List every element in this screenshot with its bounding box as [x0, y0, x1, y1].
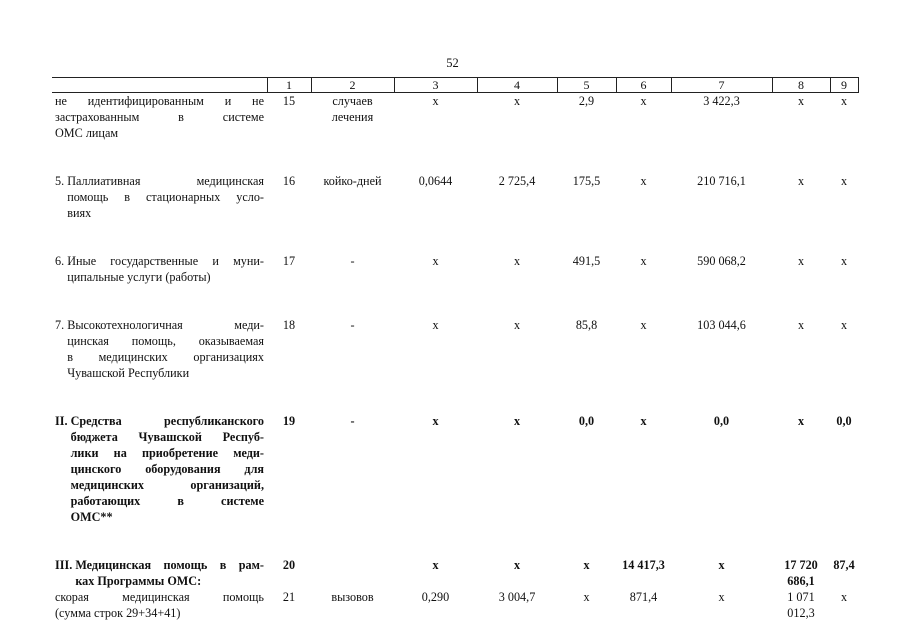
column-number: 5	[557, 78, 616, 93]
column-number: 6	[616, 78, 671, 93]
row-value-cell: x	[640, 414, 647, 428]
row-value-cell: x	[513, 414, 521, 428]
row-value-cell: x	[797, 94, 805, 108]
row-value-cell: 0,0	[578, 414, 595, 428]
row-value-cell	[311, 557, 394, 589]
row-name-text	[67, 173, 264, 221]
row-value-cell: x	[840, 590, 848, 604]
row-value-cell: 87,4	[833, 558, 855, 572]
row-name-line: Средства республиканского	[70, 414, 264, 428]
row-value-cell: 2 725,4	[498, 174, 536, 188]
row-value-cell: x	[640, 174, 647, 188]
row-value-cell: 14 417,3	[622, 558, 665, 572]
row-value-cell: x	[718, 590, 725, 604]
row-value-cell: 3 422,3	[703, 94, 740, 108]
row-value-cell: 871,4	[629, 590, 658, 604]
row-name-line: застрахованным в системе	[55, 110, 264, 124]
row-value-cell: 0,0	[836, 414, 852, 428]
row-name-line: ципальные услуги (работы)	[67, 270, 211, 284]
row-name-text	[67, 253, 264, 285]
table-row	[52, 589, 858, 621]
row-value-cell: x	[797, 318, 805, 332]
table-row	[52, 557, 858, 589]
table-row	[52, 173, 858, 253]
row-value-cell: 17	[282, 254, 296, 268]
row-value-cell: x	[513, 318, 521, 332]
row-value-cell: 16	[282, 174, 296, 188]
row-name-line: (сумма строк 29+34+41)	[55, 606, 181, 620]
row-value-cell: x	[432, 318, 439, 332]
row-name-line: бюджета Чувашской Респуб-	[70, 430, 264, 444]
row-value-cell: вызовов	[331, 590, 374, 604]
row-name-cell	[52, 589, 267, 621]
row-name-line: ках Программы ОМС:	[75, 574, 202, 588]
row-value-cell: x	[840, 254, 848, 268]
table-row	[52, 93, 858, 174]
row-name-line: медицинских организаций,	[70, 478, 264, 492]
row-value-cell: x	[513, 254, 521, 268]
row-value-cell: x	[432, 254, 439, 268]
header-blank-cell	[52, 78, 267, 93]
row-value-cell: 103 044,6	[697, 318, 746, 332]
row-name-cell	[52, 413, 267, 557]
row-marker: III.	[55, 558, 76, 572]
row-value-cell: 20	[282, 558, 296, 572]
row-name-text	[71, 413, 264, 525]
row-value-cell: 2,9	[578, 94, 595, 108]
row-value-cell: x	[840, 174, 848, 188]
row-value-cell: 85,8	[575, 318, 598, 332]
row-name-line: Паллиативная медицинская	[67, 174, 264, 188]
row-value-cell: 491,5	[572, 254, 601, 268]
row-value-cell: -	[350, 318, 355, 332]
row-value-cell: -	[350, 254, 355, 268]
row-value-cell: x	[432, 414, 439, 428]
row-name-line: Медицинская помощь в рам-	[75, 558, 264, 572]
row-value-cell: x	[640, 318, 647, 332]
row-value-cell: 175,5	[572, 174, 601, 188]
row-name-line: Иные государственные и муни-	[67, 254, 264, 268]
row-value-cell: 19	[282, 414, 296, 428]
row-name-text	[55, 589, 264, 621]
row-value-cell: случаев лечения	[331, 94, 374, 124]
row-value-cell: 0,0644	[418, 174, 453, 188]
column-number: 4	[477, 78, 557, 93]
row-value-cell: 18	[282, 318, 296, 332]
row-name-line: цинского оборудования для	[70, 462, 264, 476]
data-table	[52, 77, 859, 621]
row-marker: 6.	[55, 254, 68, 268]
row-name-line: скорая медицинская помощь	[55, 590, 264, 604]
row-value-cell: 590 068,2	[697, 254, 746, 268]
row-name-line: виях	[67, 206, 92, 220]
row-name-cell	[52, 93, 267, 174]
row-name-line: цинская помощь, оказываемая	[67, 334, 264, 348]
row-value-cell: x	[432, 558, 439, 572]
column-number: 8	[772, 78, 830, 93]
row-value-cell: x	[840, 94, 848, 108]
row-name-cell	[52, 173, 267, 253]
row-name-line: не идентифицированным и не	[55, 94, 264, 108]
row-name-line: Высокотехнологичная меди-	[67, 318, 264, 332]
row-value-cell: x	[797, 414, 805, 428]
table-row	[52, 317, 858, 413]
column-number: 1	[267, 78, 311, 93]
row-name-line: Чувашской Республики	[67, 366, 190, 380]
row-value-cell: 17 720 686,1	[784, 558, 818, 588]
row-value-cell: x	[640, 94, 647, 108]
row-value-cell: x	[718, 558, 725, 572]
row-value-cell: x	[797, 254, 805, 268]
row-value-cell: x	[432, 94, 439, 108]
row-value-cell: 210 716,1	[697, 174, 746, 188]
row-value-cell: койко-дней	[323, 174, 382, 188]
row-name-line: в медицинских организациях	[67, 350, 264, 364]
row-value-cell: 15	[282, 94, 296, 108]
row-value-cell: 0,290	[421, 590, 450, 604]
row-name-line: ОМС**	[70, 510, 113, 524]
row-value-cell: -	[350, 414, 355, 428]
row-value-cell: 0,0	[713, 414, 730, 428]
column-number: 7	[671, 78, 772, 93]
column-number: 2	[311, 78, 394, 93]
row-marker: 7.	[55, 318, 68, 332]
row-name-cell	[52, 317, 267, 413]
row-value-cell: x	[797, 174, 805, 188]
page-number: 52	[446, 56, 459, 70]
column-number-row	[52, 78, 858, 93]
row-value-cell: x	[583, 558, 590, 572]
row-marker: II.	[55, 414, 71, 428]
row-name-line: работающих в системе	[70, 494, 264, 508]
row-value-cell: 21	[282, 590, 296, 604]
row-value-cell: x	[583, 590, 590, 604]
row-value-cell: x	[640, 254, 647, 268]
row-name-line: помощь в стационарных усло-	[67, 190, 264, 204]
row-value-cell: x	[513, 94, 521, 108]
row-value-cell: 1 071 012,3	[787, 590, 815, 620]
column-number: 3	[394, 78, 477, 93]
row-name-line: ОМС лицам	[55, 126, 119, 140]
row-value-cell: x	[840, 318, 848, 332]
table-row	[52, 413, 858, 557]
table-body	[52, 78, 858, 622]
row-name-text	[75, 557, 264, 589]
row-marker: 5.	[55, 174, 68, 188]
table-row	[52, 253, 858, 317]
row-value-cell: x	[513, 558, 521, 572]
row-name-cell	[52, 253, 267, 317]
row-name-cell	[52, 557, 267, 589]
row-value-cell: 3 004,7	[498, 590, 536, 604]
row-name-line: лики на приобретение меди-	[70, 446, 264, 460]
row-name-text	[67, 317, 264, 381]
column-number: 9	[830, 78, 858, 93]
row-name-text	[55, 93, 264, 141]
